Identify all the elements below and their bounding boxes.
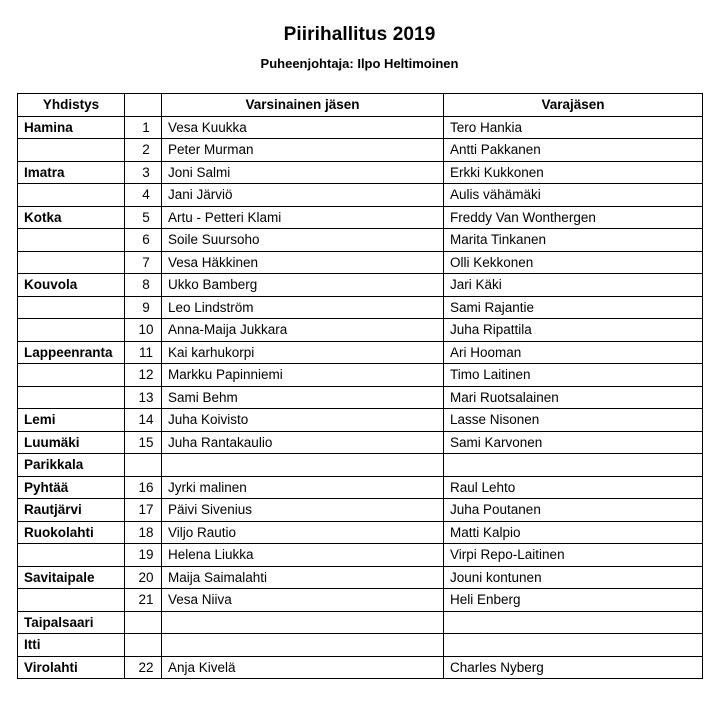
cell-deputy: Freddy Van Wonthergen	[444, 206, 703, 229]
cell-deputy: Ari Hooman	[444, 341, 703, 364]
cell-member: Artu - Petteri Klami	[162, 206, 444, 229]
cell-association: Rautjärvi	[18, 499, 125, 522]
board-table	[17, 93, 703, 679]
cell-association: Parikkala	[18, 454, 125, 477]
cell-member: Päivi Sivenius	[162, 499, 444, 522]
cell-member	[162, 454, 444, 477]
cell-deputy: Timo Laitinen	[444, 364, 703, 387]
cell-association: Lappeenranta	[18, 341, 125, 364]
cell-association: Kouvola	[18, 274, 125, 297]
cell-deputy: Charles Nyberg	[444, 656, 703, 679]
table-row	[18, 611, 703, 634]
table-header-row	[18, 94, 703, 117]
cell-number: 16	[125, 476, 162, 499]
cell-number: 1	[125, 116, 162, 139]
cell-member: Soile Suursoho	[162, 229, 444, 252]
cell-member: Juha Rantakaulio	[162, 431, 444, 454]
cell-association	[18, 229, 125, 252]
table-row	[18, 139, 703, 162]
cell-number: 6	[125, 229, 162, 252]
table-row	[18, 656, 703, 679]
cell-member: Markku Papinniemi	[162, 364, 444, 387]
cell-member: Jyrki malinen	[162, 476, 444, 499]
cell-member: Anja Kivelä	[162, 656, 444, 679]
cell-number: 15	[125, 431, 162, 454]
cell-association: Pyhtää	[18, 476, 125, 499]
cell-member: Peter Murman	[162, 139, 444, 162]
table-row	[18, 116, 703, 139]
cell-deputy: Sami Rajantie	[444, 296, 703, 319]
cell-deputy: Raul Lehto	[444, 476, 703, 499]
cell-number: 2	[125, 139, 162, 162]
table-row	[18, 544, 703, 567]
header-number	[125, 94, 162, 117]
header-member: Varsinainen jäsen	[162, 94, 444, 117]
table-row	[18, 476, 703, 499]
cell-member: Maija Saimalahti	[162, 566, 444, 589]
cell-deputy	[444, 634, 703, 657]
cell-number: 5	[125, 206, 162, 229]
cell-number: 3	[125, 161, 162, 184]
table-row	[18, 229, 703, 252]
cell-member: Juha Koivisto	[162, 409, 444, 432]
cell-association: Kotka	[18, 206, 125, 229]
cell-association: Itti	[18, 634, 125, 657]
table-row	[18, 184, 703, 207]
table-row	[18, 296, 703, 319]
table-row	[18, 206, 703, 229]
cell-number: 20	[125, 566, 162, 589]
table-row	[18, 634, 703, 657]
cell-number: 22	[125, 656, 162, 679]
table-row	[18, 454, 703, 477]
table-row	[18, 566, 703, 589]
cell-deputy: Heli Enberg	[444, 589, 703, 612]
cell-association: Hamina	[18, 116, 125, 139]
cell-deputy: Aulis vähämäki	[444, 184, 703, 207]
cell-number: 10	[125, 319, 162, 342]
cell-number: 8	[125, 274, 162, 297]
table-row	[18, 499, 703, 522]
cell-number: 12	[125, 364, 162, 387]
cell-deputy: Jari Käki	[444, 274, 703, 297]
cell-deputy: Marita Tinkanen	[444, 229, 703, 252]
cell-deputy: Lasse Nisonen	[444, 409, 703, 432]
cell-deputy: Sami Karvonen	[444, 431, 703, 454]
table-body	[18, 116, 703, 679]
cell-association: Taipalsaari	[18, 611, 125, 634]
cell-number: 4	[125, 184, 162, 207]
cell-association	[18, 139, 125, 162]
cell-association	[18, 184, 125, 207]
cell-number: 19	[125, 544, 162, 567]
cell-number: 18	[125, 521, 162, 544]
cell-member	[162, 634, 444, 657]
cell-member: Kai karhukorpi	[162, 341, 444, 364]
cell-deputy: Erkki Kukkonen	[444, 161, 703, 184]
table-row	[18, 589, 703, 612]
cell-association: Ruokolahti	[18, 521, 125, 544]
cell-deputy: Olli Kekkonen	[444, 251, 703, 274]
header-deputy: Varajäsen	[444, 94, 703, 117]
cell-association: Imatra	[18, 161, 125, 184]
cell-member: Leo Lindström	[162, 296, 444, 319]
table-row	[18, 521, 703, 544]
table-row	[18, 409, 703, 432]
table-row	[18, 431, 703, 454]
cell-association: Lemi	[18, 409, 125, 432]
cell-member: Vesa Niiva	[162, 589, 444, 612]
cell-association	[18, 364, 125, 387]
cell-association	[18, 544, 125, 567]
cell-deputy	[444, 611, 703, 634]
cell-number: 21	[125, 589, 162, 612]
cell-number	[125, 611, 162, 634]
cell-number: 14	[125, 409, 162, 432]
cell-number: 17	[125, 499, 162, 522]
cell-number	[125, 634, 162, 657]
cell-member: Sami Behm	[162, 386, 444, 409]
table-row	[18, 274, 703, 297]
cell-association	[18, 589, 125, 612]
cell-member: Anna-Maija Jukkara	[162, 319, 444, 342]
cell-number: 9	[125, 296, 162, 319]
cell-number: 11	[125, 341, 162, 364]
cell-deputy: Tero Hankia	[444, 116, 703, 139]
table-row	[18, 319, 703, 342]
cell-deputy: Antti Pakkanen	[444, 139, 703, 162]
cell-deputy: Juha Ripattila	[444, 319, 703, 342]
cell-deputy: Matti Kalpio	[444, 521, 703, 544]
cell-number: 7	[125, 251, 162, 274]
table-row	[18, 251, 703, 274]
cell-deputy	[444, 454, 703, 477]
header-association: Yhdistys	[18, 94, 125, 117]
cell-deputy: Juha Poutanen	[444, 499, 703, 522]
cell-association	[18, 296, 125, 319]
page-title: Piirihallitus 2019	[283, 24, 436, 45]
cell-association: Virolahti	[18, 656, 125, 679]
cell-association	[18, 251, 125, 274]
cell-association: Luumäki	[18, 431, 125, 454]
cell-number: 13	[125, 386, 162, 409]
page-subtitle: Puheenjohtaja: Ilpo Heltimoinen	[260, 56, 459, 71]
table-row	[18, 341, 703, 364]
cell-member: Viljo Rautio	[162, 521, 444, 544]
cell-member: Helena Liukka	[162, 544, 444, 567]
cell-association	[18, 319, 125, 342]
cell-member: Vesa Häkkinen	[162, 251, 444, 274]
table-row	[18, 161, 703, 184]
cell-member: Ukko Bamberg	[162, 274, 444, 297]
table-row	[18, 364, 703, 387]
cell-member: Vesa Kuukka	[162, 116, 444, 139]
cell-association	[18, 386, 125, 409]
cell-member: Jani Järviö	[162, 184, 444, 207]
cell-association: Savitaipale	[18, 566, 125, 589]
cell-member	[162, 611, 444, 634]
cell-member: Joni Salmi	[162, 161, 444, 184]
cell-number	[125, 454, 162, 477]
cell-deputy: Mari Ruotsalainen	[444, 386, 703, 409]
cell-deputy: Jouni kontunen	[444, 566, 703, 589]
cell-deputy: Virpi Repo-Laitinen	[444, 544, 703, 567]
table-row	[18, 386, 703, 409]
